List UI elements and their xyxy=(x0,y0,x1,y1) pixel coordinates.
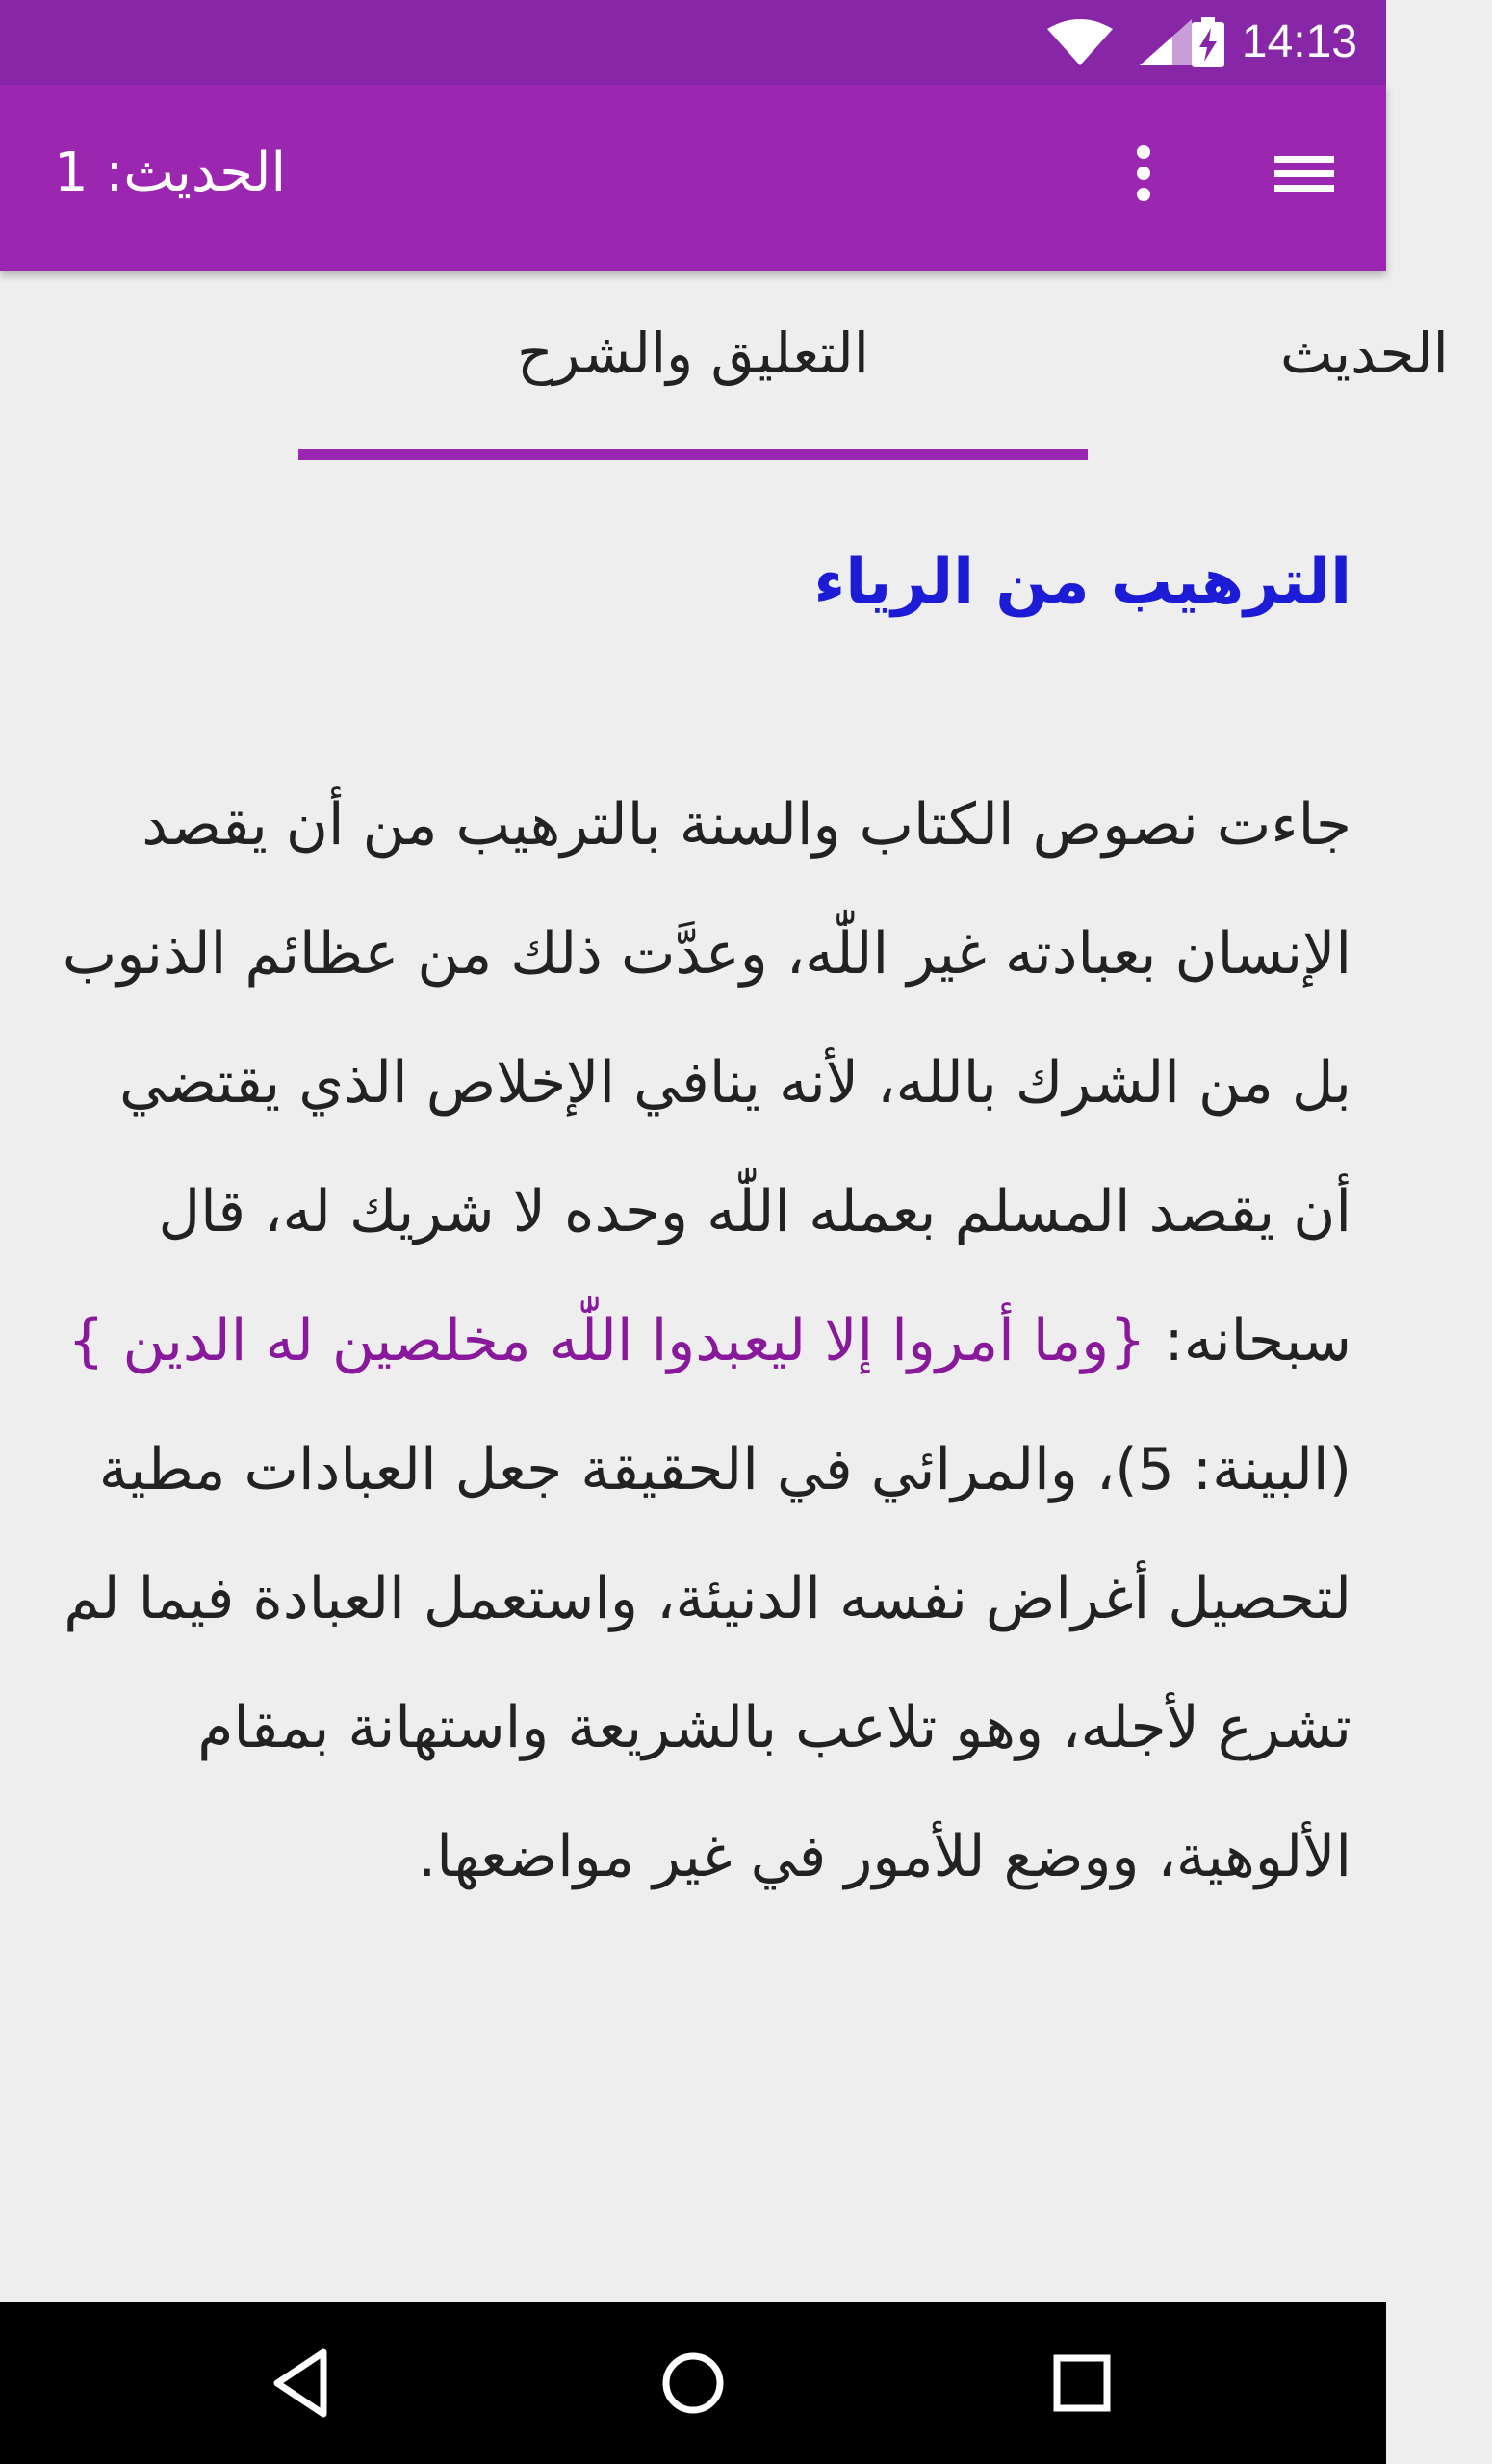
overflow-menu-icon xyxy=(1117,127,1170,219)
tab-commentary[interactable]: التعليق والشرح xyxy=(517,321,869,386)
tab-hadith[interactable]: الحديث xyxy=(1280,321,1449,386)
hamburger-menu-icon xyxy=(1251,123,1357,223)
recents-button[interactable] xyxy=(1034,2335,1130,2431)
overflow-menu-button[interactable] xyxy=(1117,127,1170,219)
commentary-text-part2: (البينة: 5)، والمرائي في الحقيقة جعل العبادات مطية لتحصيل أغراض نفسه الدنيئة، واستعمل العبادة فيما لم تشرع لأجله، وهو تلاعب بالشريعة واستهانة بمقام الألوهية، ووضع للأمور في غير مواضعها. xyxy=(64,1436,1351,1890)
content-area xyxy=(48,520,1351,1921)
home-button[interactable] xyxy=(645,2335,741,2431)
section-heading: الترهيب من الرياء xyxy=(813,547,1351,618)
commentary-text xyxy=(48,760,1351,1921)
navigation-menu-button[interactable] xyxy=(1251,123,1357,223)
quran-verse: {وما أمروا إلا ليعبدوا اللّٰه مخلصين له الدين } xyxy=(67,1307,1146,1374)
wifi-icon xyxy=(1045,17,1115,67)
commentary-text-part1: جاءت نصوص الكتاب والسنة بالترهيب من أن يقصد الإنسان بعبادته غير اللّٰه، وعدَّت ذلك من عظائم الذنوب بل من الشرك بالله، لأنه ينافي الإخلاص الذي يقتضي أن يقصد المسلم بعمله اللّٰه وحده لا شريك له، قال سبحانه: xyxy=(62,791,1351,1374)
app-bar xyxy=(0,85,1386,271)
signal-icon xyxy=(1138,17,1194,67)
tab-strip xyxy=(0,271,1449,464)
back-button[interactable] xyxy=(256,2335,352,2431)
status-bar xyxy=(0,0,1386,85)
status-time: 14:13 xyxy=(1241,16,1357,67)
navigation-bar xyxy=(0,2302,1386,2464)
page-title: الحديث: 1 xyxy=(54,141,287,204)
battery-charging-icon xyxy=(1192,17,1224,67)
home-icon xyxy=(645,2335,741,2431)
recents-icon xyxy=(1034,2335,1130,2431)
back-icon xyxy=(256,2335,352,2431)
tab-indicator xyxy=(298,449,1088,460)
